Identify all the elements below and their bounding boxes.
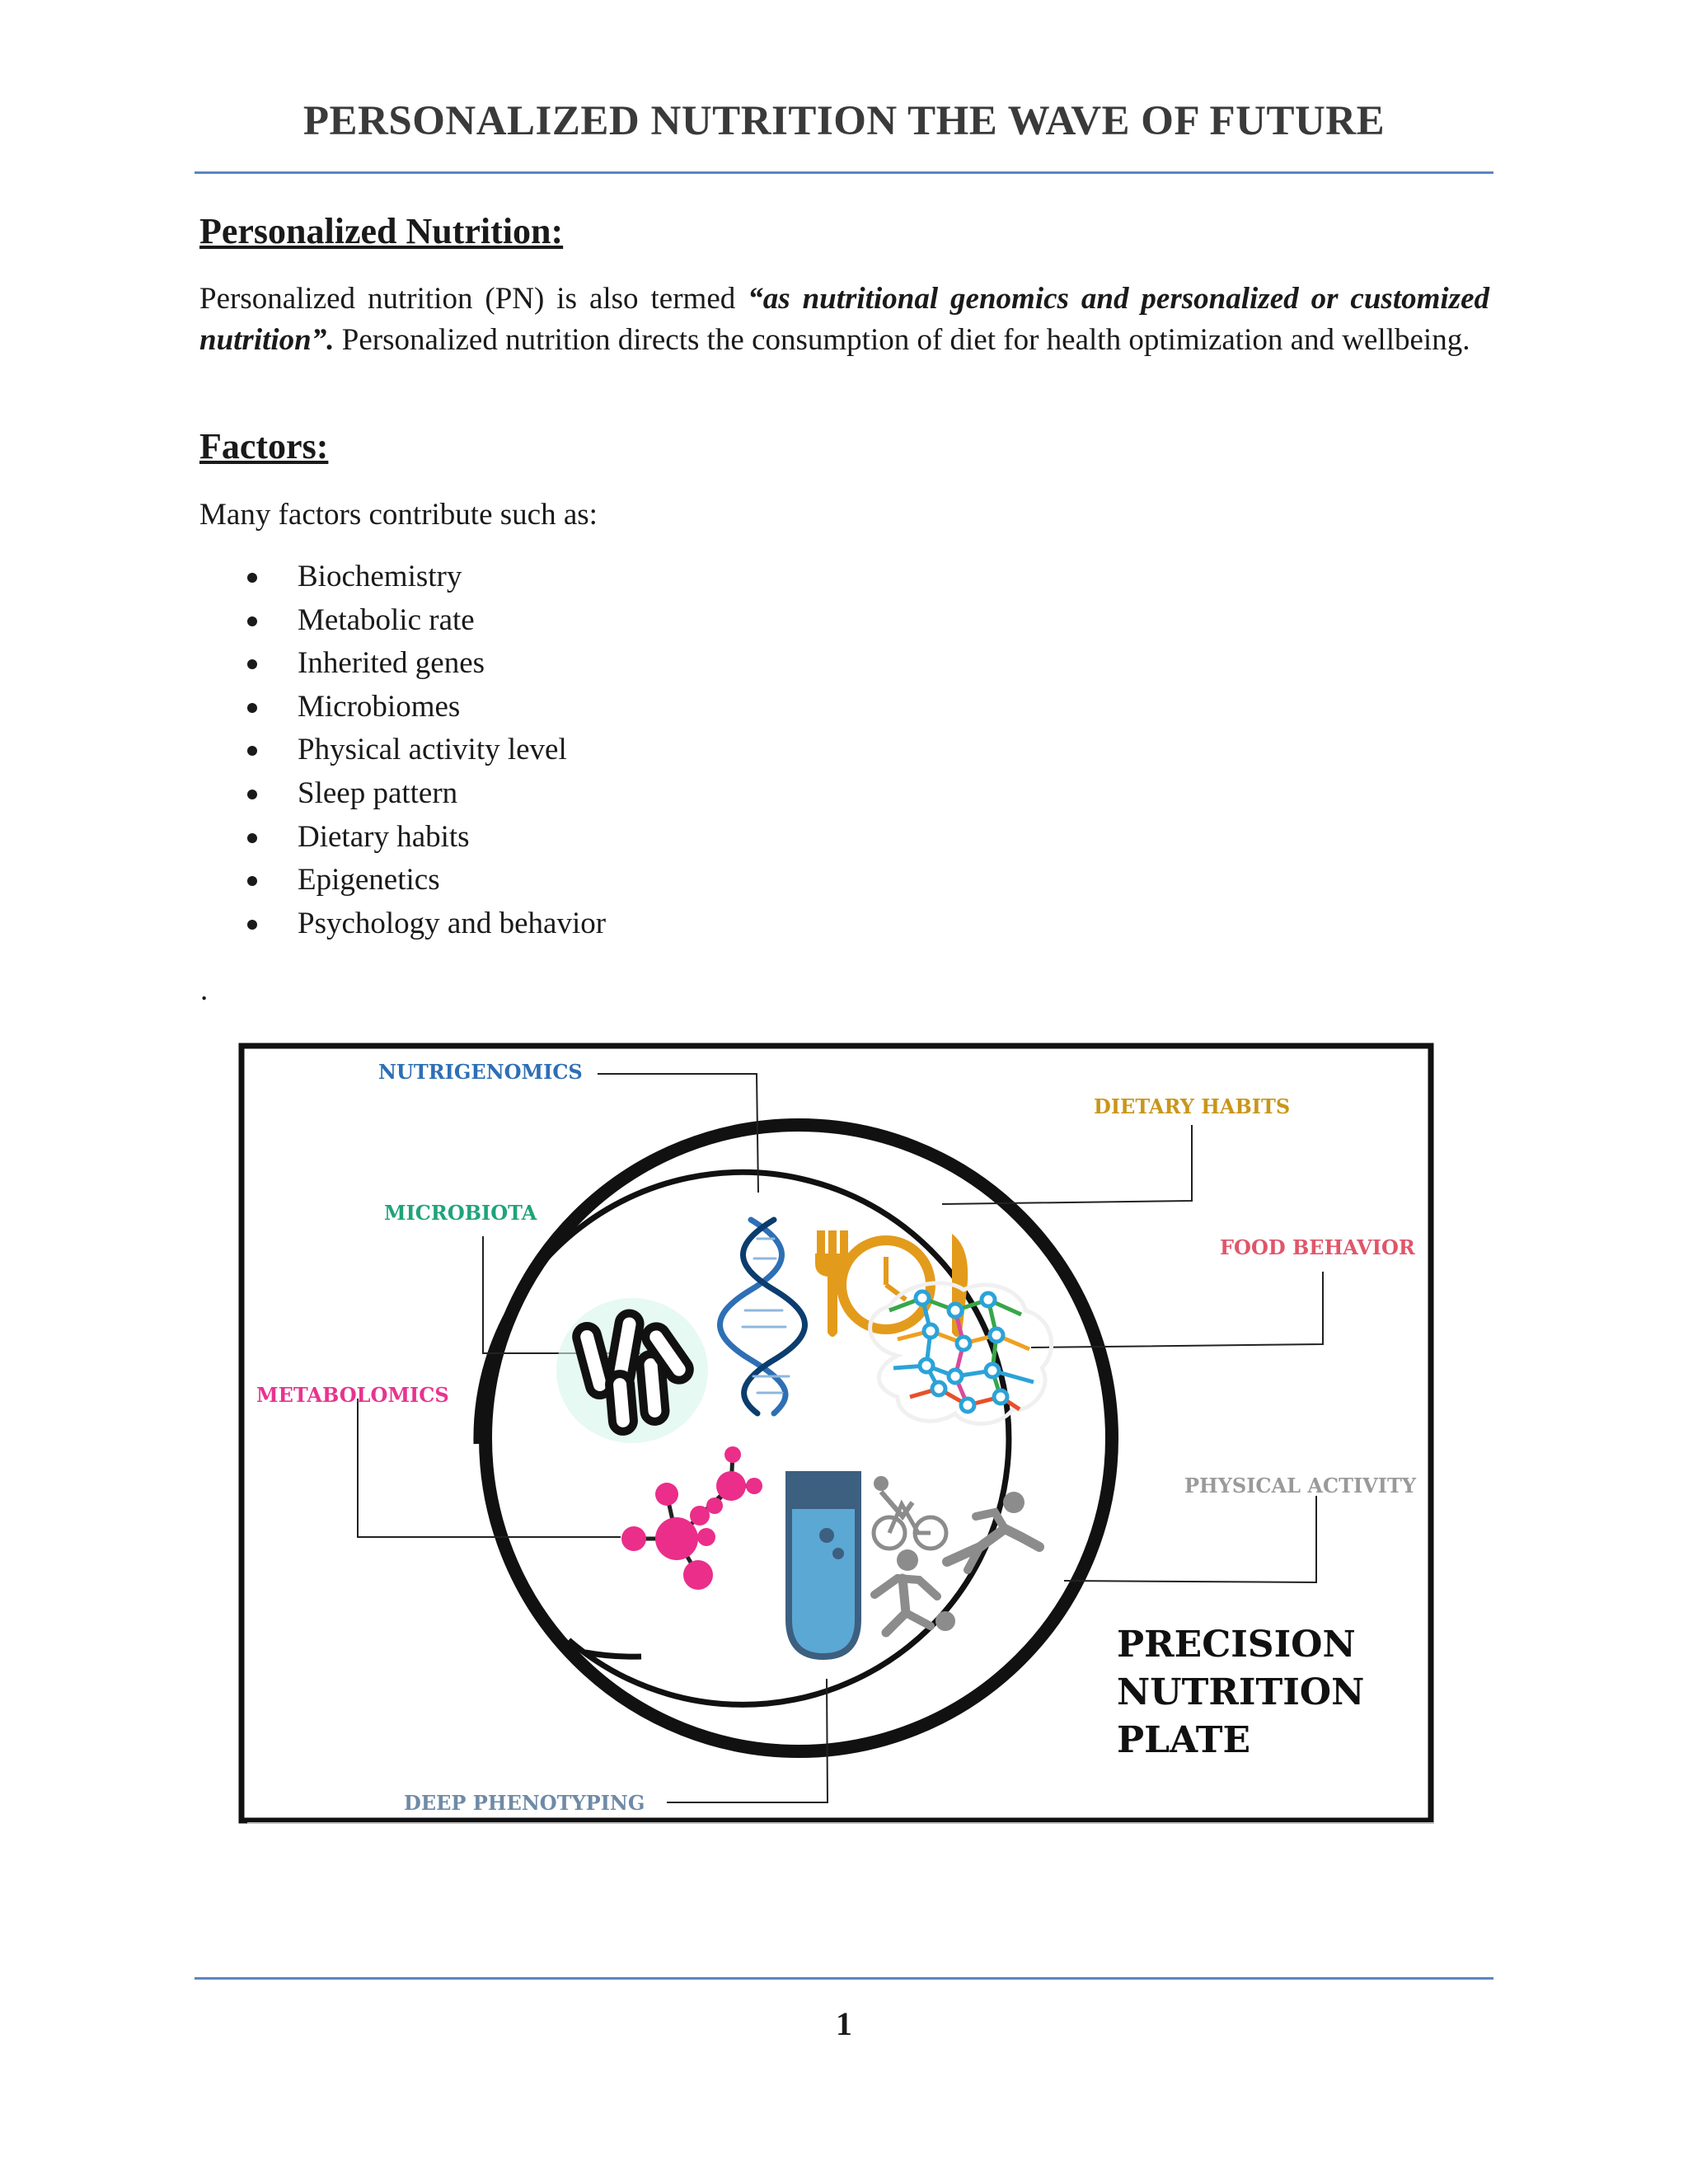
bacteria-icon xyxy=(556,1298,708,1443)
header-rule xyxy=(195,171,1493,174)
label-nutrigenomics: NUTRIGENOMICS xyxy=(378,1060,583,1084)
list-item: Metabolic rate xyxy=(199,599,606,643)
list-item: Sleep pattern xyxy=(199,772,606,816)
list-item: Epigenetics xyxy=(199,859,606,902)
precision-nutrition-plate-figure xyxy=(238,1043,1434,1824)
list-item: Microbiomes xyxy=(199,686,606,729)
plate-title-line-3: PLATE xyxy=(1117,1719,1251,1761)
page-number: 1 xyxy=(836,2005,852,2042)
list-item: Biochemistry xyxy=(199,555,606,599)
label-deep-phenotyping: DEEP PHENOTYPING xyxy=(404,1791,645,1815)
document-title: PERSONALIZED NUTRITION THE WAVE OF FUTURE xyxy=(302,98,1386,144)
label-metabolomics: METABOLOMICS xyxy=(256,1383,449,1407)
trailing-period: . xyxy=(200,973,209,1007)
definition-paragraph xyxy=(199,279,1489,361)
list-item: Psychology and behavior xyxy=(199,902,606,946)
definition-emphasis: “as nutritional genomics and personalized or customized nutrition”. xyxy=(199,282,1489,357)
test-tube-icon xyxy=(785,1471,861,1657)
label-dietary-habits: DIETARY HABITS xyxy=(1094,1094,1291,1118)
factors-list xyxy=(199,555,606,945)
section-heading-factors: Factors: xyxy=(199,426,329,466)
definition-text-start: Personalized nutrition (PN) is also termed xyxy=(199,282,748,316)
factors-intro: Many factors contribute such as: xyxy=(199,498,598,532)
label-microbiota: MICROBIOTA xyxy=(384,1201,537,1225)
plate-diagram xyxy=(238,1043,1434,1824)
label-physical-activity: PHYSICAL ACTIVITY xyxy=(1184,1474,1417,1497)
list-item: Dietary habits xyxy=(199,816,606,860)
plate-title-line-1: PRECISION xyxy=(1117,1624,1356,1666)
section-heading-personalized-nutrition: Personalized Nutrition: xyxy=(199,211,564,251)
footer-rule xyxy=(195,1977,1493,1980)
list-item: Physical activity level xyxy=(199,729,606,772)
label-food-behavior: FOOD BEHAVIOR xyxy=(1220,1235,1415,1259)
definition-text-end: Personalized nutrition directs the consumption of diet for health optimization and wellbeing. xyxy=(334,323,1470,357)
plate-title-line-2: NUTRITION xyxy=(1117,1671,1365,1713)
list-item: Inherited genes xyxy=(199,642,606,686)
